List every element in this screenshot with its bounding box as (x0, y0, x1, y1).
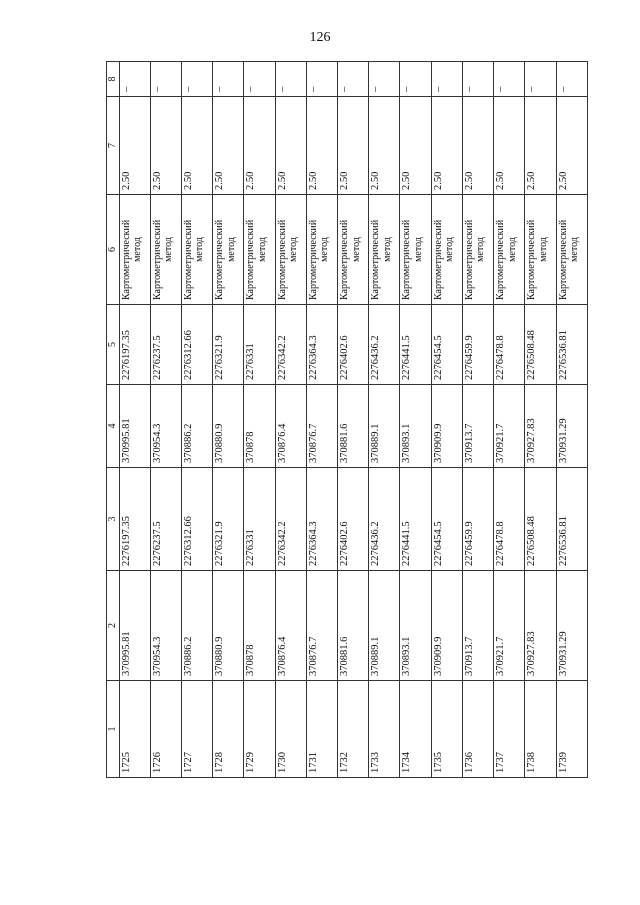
header-cell: 6 (107, 195, 120, 305)
method-cell (400, 195, 431, 305)
method-cell (494, 195, 525, 305)
header-cell: 7 (107, 97, 120, 195)
note-cell: – (244, 62, 275, 97)
header-cell: 4 (107, 385, 120, 468)
table-row (181, 62, 212, 778)
header-row (107, 62, 120, 778)
x-coordinate-cell: 370876.7 (306, 571, 337, 681)
y-coordinate-alt-cell: 2276237.5 (150, 305, 181, 385)
y-coordinate-alt-cell: 2276402.6 (338, 305, 369, 385)
point-number-cell: 1729 (244, 681, 275, 778)
x-coordinate-alt-cell: 370954.3 (150, 385, 181, 468)
method-cell (181, 195, 212, 305)
method-line-1: Картометрический (245, 219, 257, 300)
table-row (556, 62, 587, 778)
x-coordinate-cell: 370893.1 (400, 571, 431, 681)
method-line-2: метод (444, 237, 456, 262)
y-coordinate-alt-cell: 2276364.3 (306, 305, 337, 385)
x-coordinate-cell: 370954.3 (150, 571, 181, 681)
accuracy-cell: 2.50 (181, 97, 212, 195)
x-coordinate-alt-cell: 370927.83 (525, 385, 556, 468)
table-row (213, 62, 244, 778)
x-coordinate-cell: 370878 (244, 571, 275, 681)
x-coordinate-alt-cell: 370880.9 (213, 385, 244, 468)
x-coordinate-alt-cell: 370921.7 (494, 385, 525, 468)
y-coordinate-alt-cell: 2276536.81 (556, 305, 587, 385)
method-line-1: Картометрический (370, 219, 382, 300)
y-coordinate-cell: 2276508.48 (525, 468, 556, 571)
x-coordinate-alt-cell: 370876.7 (306, 385, 337, 468)
note-cell: – (525, 62, 556, 97)
method-line-2: метод (475, 237, 487, 262)
table-row (494, 62, 525, 778)
method-line-1: Картометрический (151, 219, 163, 300)
note-cell: – (494, 62, 525, 97)
x-coordinate-alt-cell: 370931.29 (556, 385, 587, 468)
method-line-1: Картометрический (463, 219, 475, 300)
method-line-2: метод (506, 237, 518, 262)
table-body (107, 62, 588, 778)
method-line-1: Картометрический (526, 219, 538, 300)
note-cell: – (400, 62, 431, 97)
x-coordinate-cell: 370889.1 (369, 571, 400, 681)
note-cell: – (431, 62, 462, 97)
method-line-1: Картометрический (307, 219, 319, 300)
y-coordinate-alt-cell: 2276331 (244, 305, 275, 385)
y-coordinate-alt-cell: 2276508.48 (525, 305, 556, 385)
note-cell: – (556, 62, 587, 97)
header-cell: 8 (107, 62, 120, 97)
method-cell (213, 195, 244, 305)
method-line-2: метод (132, 237, 143, 262)
y-coordinate-cell: 2276478.8 (494, 468, 525, 571)
method-line-1: Картометрический (495, 219, 507, 300)
table-row (119, 62, 150, 778)
x-coordinate-alt-cell: 370878 (244, 385, 275, 468)
note-cell: – (306, 62, 337, 97)
point-number-cell: 1728 (213, 681, 244, 778)
point-number-cell: 1727 (181, 681, 212, 778)
x-coordinate-cell: 370921.7 (494, 571, 525, 681)
y-coordinate-cell: 2276536.81 (556, 468, 587, 571)
note-cell: – (119, 62, 150, 97)
table-row (275, 62, 306, 778)
method-cell (431, 195, 462, 305)
point-number-cell: 1735 (431, 681, 462, 778)
method-line-2: метод (194, 237, 206, 262)
y-coordinate-cell: 2276312.66 (181, 468, 212, 571)
x-coordinate-cell: 370909.9 (431, 571, 462, 681)
method-line-1: Картометрический (276, 219, 288, 300)
y-coordinate-alt-cell: 2276454.5 (431, 305, 462, 385)
header-cell: 3 (107, 468, 120, 571)
method-cell (275, 195, 306, 305)
x-coordinate-cell: 370927.83 (525, 571, 556, 681)
point-number-cell: 1733 (369, 681, 400, 778)
x-coordinate-cell: 370886.2 (181, 571, 212, 681)
y-coordinate-alt-cell: 2276478.8 (494, 305, 525, 385)
x-coordinate-alt-cell: 370881.6 (338, 385, 369, 468)
point-number-cell: 1739 (556, 681, 587, 778)
x-coordinate-alt-cell: 370876.4 (275, 385, 306, 468)
y-coordinate-alt-cell: 2276441.5 (400, 305, 431, 385)
table-row (338, 62, 369, 778)
table-row (431, 62, 462, 778)
point-number-cell: 1737 (494, 681, 525, 778)
method-line-2: метод (163, 237, 175, 262)
method-line-1: Картометрический (339, 219, 351, 300)
method-line-1: Картометрический (401, 219, 413, 300)
page-number: 126 (309, 30, 331, 45)
header-cell: 1 (107, 681, 120, 778)
note-cell: – (275, 62, 306, 97)
accuracy-cell: 2.50 (213, 97, 244, 195)
method-cell (244, 195, 275, 305)
accuracy-cell: 2.50 (525, 97, 556, 195)
y-coordinate-cell: 2276321.9 (213, 468, 244, 571)
point-number-cell: 1731 (306, 681, 337, 778)
method-cell (119, 195, 150, 305)
method-cell (338, 195, 369, 305)
y-coordinate-alt-cell: 2276342.2 (275, 305, 306, 385)
x-coordinate-alt-cell: 370889.1 (369, 385, 400, 468)
header-cell: 2 (107, 571, 120, 681)
method-line-2: метод (288, 237, 300, 262)
x-coordinate-cell: 370913.7 (462, 571, 493, 681)
table-row (400, 62, 431, 778)
table-row (369, 62, 400, 778)
table-row (150, 62, 181, 778)
y-coordinate-alt-cell: 2276321.9 (213, 305, 244, 385)
x-coordinate-alt-cell: 370913.7 (462, 385, 493, 468)
method-line-2: метод (350, 237, 362, 262)
method-line-2: метод (569, 237, 581, 262)
y-coordinate-alt-cell: 2276436.2 (369, 305, 400, 385)
y-coordinate-cell: 2276237.5 (150, 468, 181, 571)
method-cell (150, 195, 181, 305)
x-coordinate-cell: 370880.9 (213, 571, 244, 681)
accuracy-cell: 2.50 (400, 97, 431, 195)
accuracy-cell: 2.50 (494, 97, 525, 195)
note-cell: – (338, 62, 369, 97)
accuracy-cell: 2.50 (369, 97, 400, 195)
method-line-1: Картометрический (182, 219, 194, 300)
point-number-cell: 1730 (275, 681, 306, 778)
point-number-cell: 1725 (119, 681, 150, 778)
method-cell (369, 195, 400, 305)
accuracy-cell: 2.50 (338, 97, 369, 195)
method-cell (556, 195, 587, 305)
x-coordinate-alt-cell: 370909.9 (431, 385, 462, 468)
table-row (244, 62, 275, 778)
method-line-1: Картометрический (120, 219, 132, 300)
coordinates-table (106, 61, 588, 778)
x-coordinate-cell: 370881.6 (338, 571, 369, 681)
x-coordinate-alt-cell: 370886.2 (181, 385, 212, 468)
y-coordinate-cell: 2276436.2 (369, 468, 400, 571)
accuracy-cell: 2.50 (431, 97, 462, 195)
point-number-cell: 1736 (462, 681, 493, 778)
accuracy-cell: 2.50 (244, 97, 275, 195)
method-line-2: метод (256, 237, 268, 262)
table-row (462, 62, 493, 778)
method-cell (306, 195, 337, 305)
method-line-2: метод (319, 237, 331, 262)
accuracy-cell: 2.50 (462, 97, 493, 195)
note-cell: – (181, 62, 212, 97)
x-coordinate-alt-cell: 370995.81 (119, 385, 150, 468)
method-line-2: метод (412, 237, 424, 262)
method-line-2: метод (225, 237, 237, 262)
y-coordinate-cell: 2276197.35 (119, 468, 150, 571)
y-coordinate-alt-cell: 2276312.66 (181, 305, 212, 385)
method-line-2: метод (537, 237, 549, 262)
y-coordinate-cell: 2276441.5 (400, 468, 431, 571)
table-row (306, 62, 337, 778)
accuracy-cell: 2.50 (150, 97, 181, 195)
y-coordinate-alt-cell: 2276197.35 (119, 305, 150, 385)
table-row (525, 62, 556, 778)
point-number-cell: 1732 (338, 681, 369, 778)
x-coordinate-cell: 370995.81 (119, 571, 150, 681)
y-coordinate-cell: 2276342.2 (275, 468, 306, 571)
accuracy-cell: 2.50 (119, 97, 150, 195)
x-coordinate-cell: 370931.29 (556, 571, 587, 681)
method-cell (525, 195, 556, 305)
point-number-cell: 1726 (150, 681, 181, 778)
accuracy-cell: 2.50 (275, 97, 306, 195)
accuracy-cell: 2.50 (306, 97, 337, 195)
y-coordinate-cell: 2276364.3 (306, 468, 337, 571)
accuracy-cell: 2.50 (556, 97, 587, 195)
x-coordinate-alt-cell: 370893.1 (400, 385, 431, 468)
method-line-2: метод (381, 237, 393, 262)
y-coordinate-alt-cell: 2276459.9 (462, 305, 493, 385)
note-cell: – (369, 62, 400, 97)
x-coordinate-cell: 370876.4 (275, 571, 306, 681)
rotated-table-container (106, 62, 588, 778)
y-coordinate-cell: 2276402.6 (338, 468, 369, 571)
method-line-1: Картометрический (214, 219, 226, 300)
header-cell: 5 (107, 305, 120, 385)
y-coordinate-cell: 2276454.5 (431, 468, 462, 571)
y-coordinate-cell: 2276331 (244, 468, 275, 571)
point-number-cell: 1734 (400, 681, 431, 778)
method-line-1: Картометрический (557, 219, 569, 300)
note-cell: – (150, 62, 181, 97)
point-number-cell: 1738 (525, 681, 556, 778)
method-line-1: Картометрический (432, 219, 444, 300)
note-cell: – (213, 62, 244, 97)
note-cell: – (462, 62, 493, 97)
method-cell (462, 195, 493, 305)
y-coordinate-cell: 2276459.9 (462, 468, 493, 571)
